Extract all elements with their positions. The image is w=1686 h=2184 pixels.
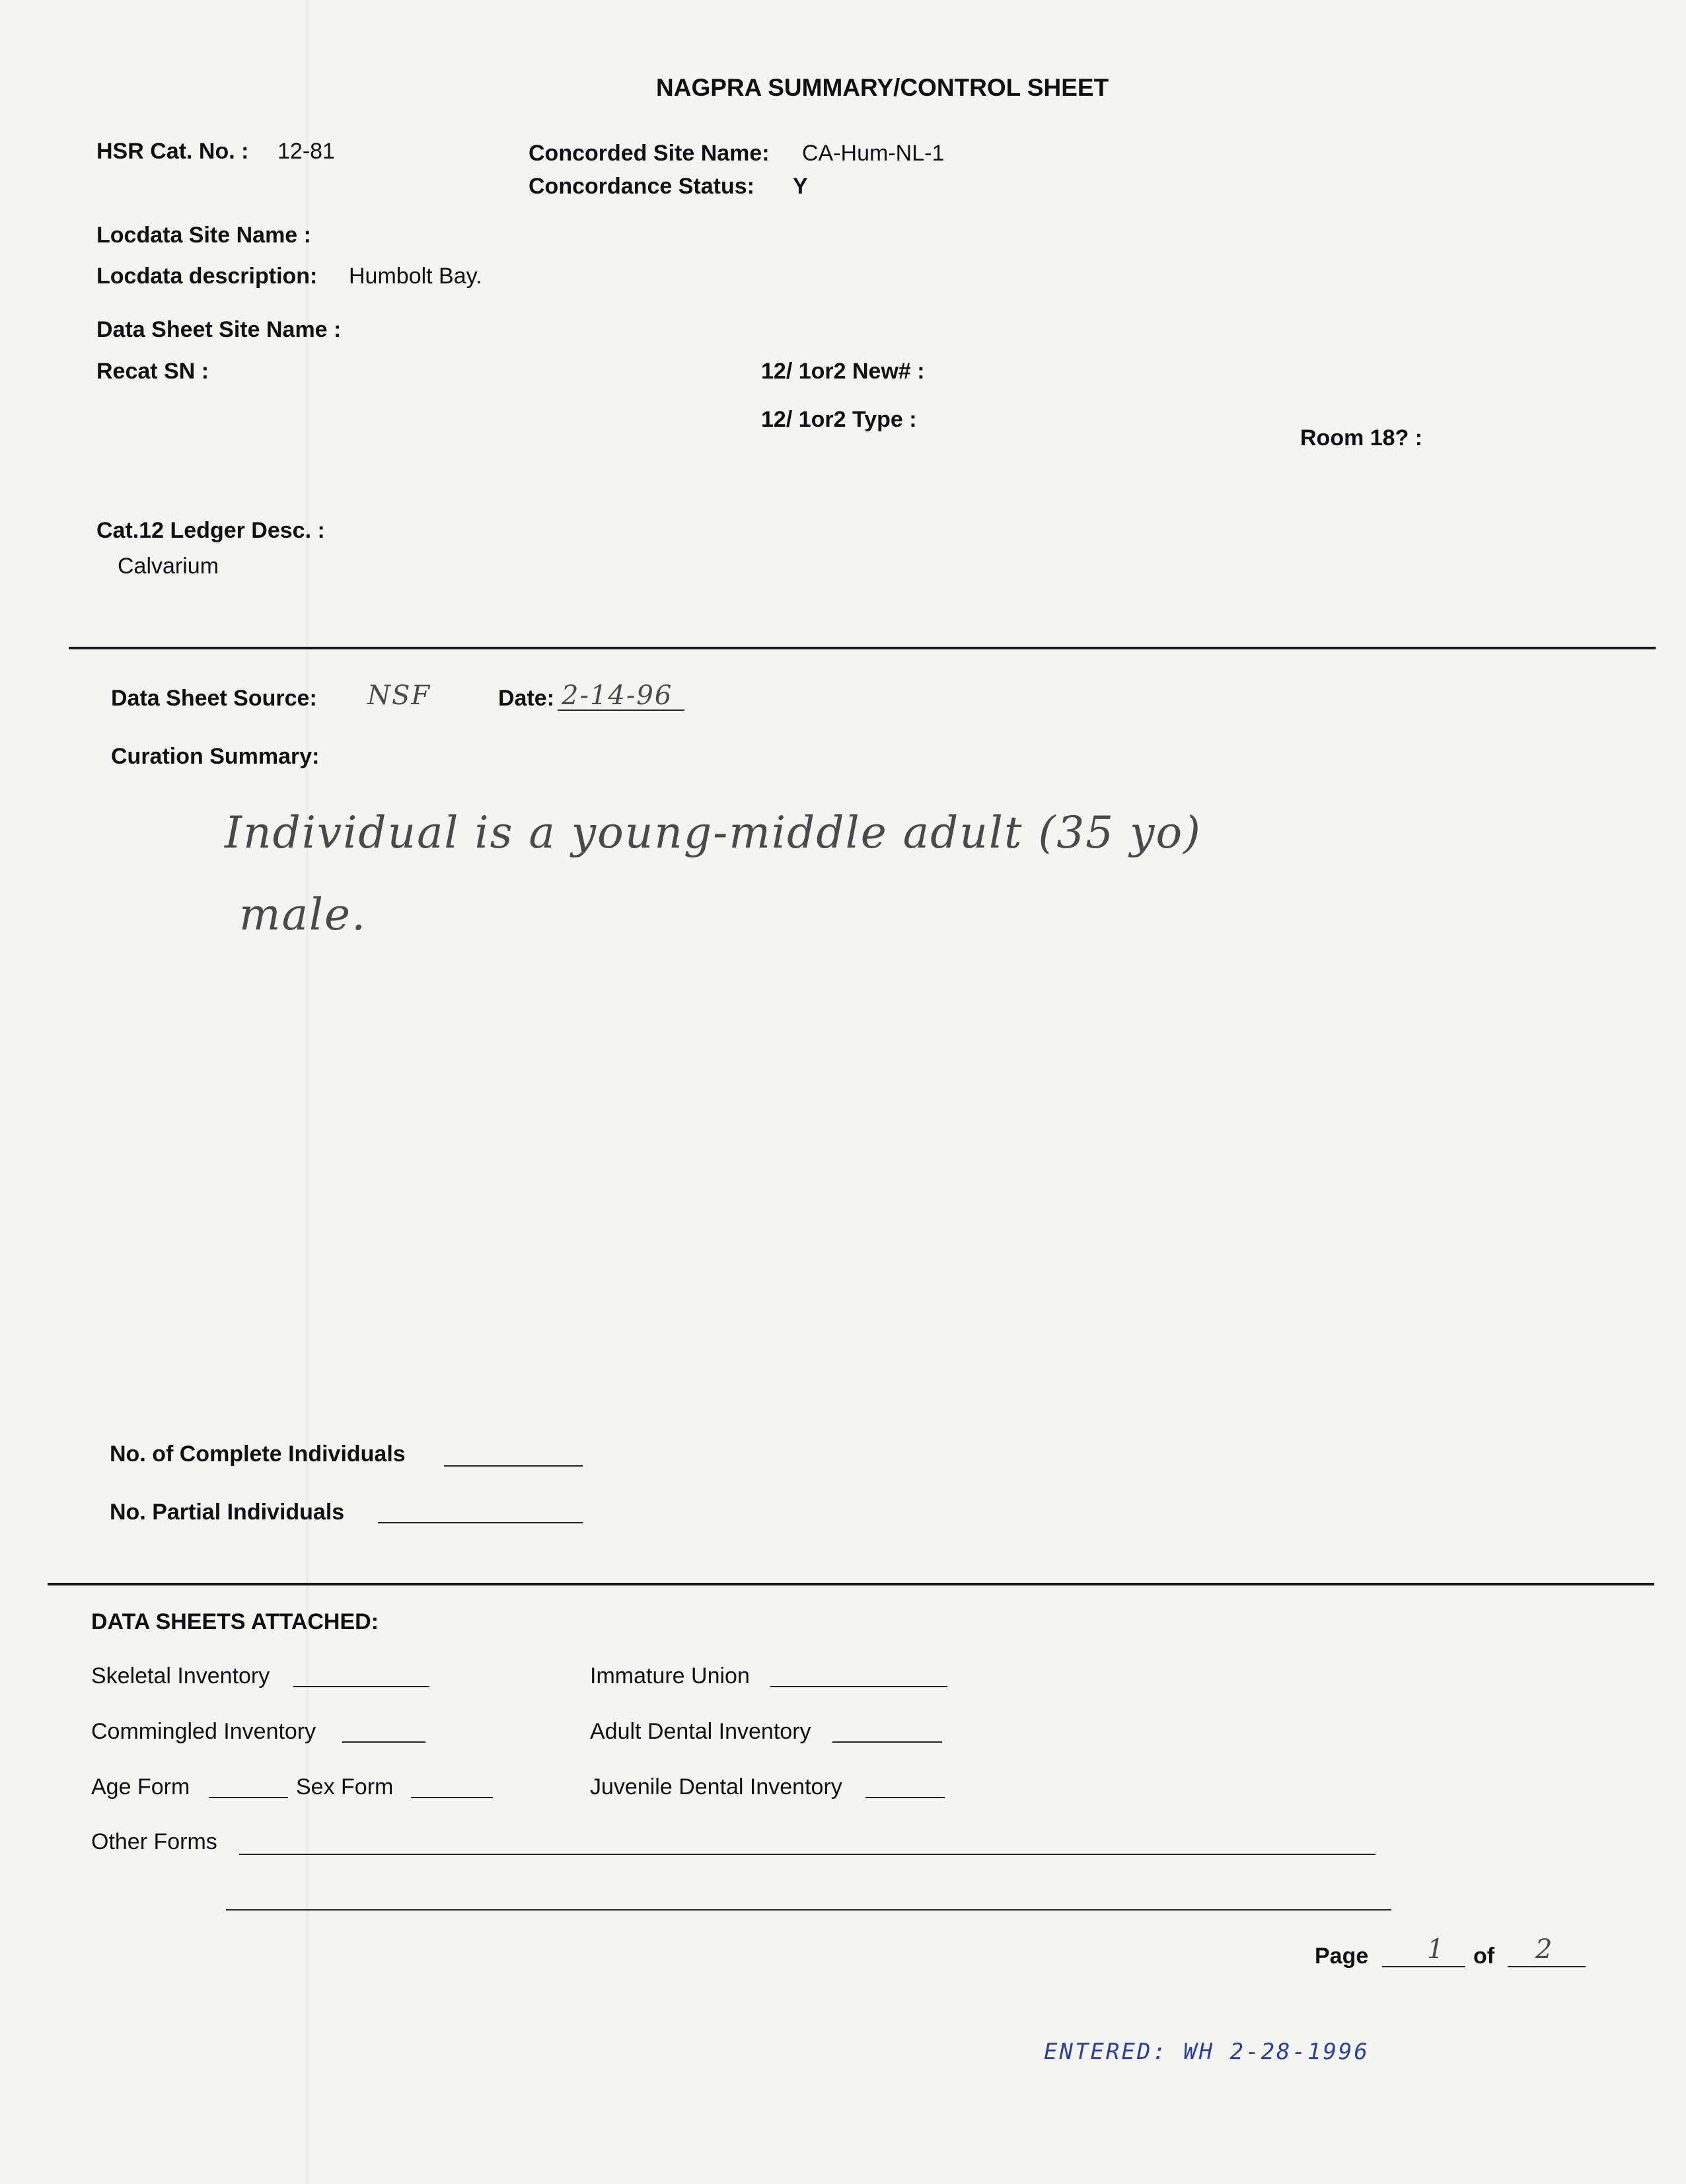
data-sheet-site-name-label: Data Sheet Site Name : (96, 317, 342, 342)
juvenile-dental-inventory-label: Juvenile Dental Inventory (590, 1774, 842, 1800)
sex-form-label: Sex Form (296, 1774, 394, 1800)
page-number-value: 1 (1427, 1934, 1446, 1965)
recat-sn-label: Recat SN : (96, 359, 209, 384)
locdata-site-name-label: Locdata Site Name : (96, 223, 311, 248)
immature-union-label: Immature Union (590, 1663, 750, 1689)
other-forms-blank-2[interactable] (226, 1909, 1391, 1911)
new-number-label: 12/ 1or2 New# : (761, 359, 925, 384)
of-label: of (1473, 1944, 1495, 1969)
date-label: Date: (498, 686, 555, 711)
section-divider-top (69, 647, 1656, 649)
ledger-desc-value: Calvarium (118, 554, 219, 579)
skeletal-inventory-blank[interactable] (293, 1686, 429, 1687)
date-value: 2-14-96 (562, 680, 673, 711)
sex-form-blank[interactable] (411, 1797, 493, 1798)
age-form-blank[interactable] (209, 1797, 288, 1798)
page-label: Page (1315, 1944, 1369, 1969)
ledger-desc-label: Cat.12 Ledger Desc. : (96, 518, 325, 543)
commingled-inventory-label: Commingled Inventory (91, 1719, 316, 1744)
page-total-underline (1508, 1966, 1586, 1967)
concorded-site-value: CA-Hum-NL-1 (802, 141, 945, 166)
date-underline (558, 710, 684, 711)
section-divider-bottom (48, 1583, 1654, 1585)
age-form-label: Age Form (91, 1774, 190, 1800)
adult-dental-inventory-blank[interactable] (832, 1741, 942, 1743)
hsr-cat-value: 12-81 (277, 139, 335, 164)
concordance-status-value: Y (793, 174, 808, 199)
data-sheet-source-label: Data Sheet Source: (111, 686, 317, 711)
locdata-description-value: Humbolt Bay. (349, 264, 482, 289)
room-18-label: Room 18? : (1300, 425, 1423, 451)
concordance-status-label: Concordance Status: (529, 174, 754, 199)
curation-summary-line-1: Individual is a young-middle adult (35 yo) (225, 807, 1202, 858)
data-sheet-source-value: NSF (367, 680, 431, 711)
hsr-cat-label: HSR Cat. No. : (96, 139, 249, 164)
entered-stamp: ENTERED: WH 2-28-1996 (1044, 2039, 1370, 2065)
curation-summary-label: Curation Summary: (111, 744, 320, 769)
other-forms-blank-1[interactable] (239, 1854, 1375, 1855)
partial-individuals-blank[interactable] (378, 1522, 583, 1523)
other-forms-label: Other Forms (91, 1829, 217, 1854)
form-title: NAGPRA SUMMARY/CONTROL SHEET (656, 74, 1109, 101)
juvenile-dental-inventory-blank[interactable] (865, 1797, 945, 1798)
curation-summary-line-2: male. (239, 889, 367, 940)
partial-individuals-label: No. Partial Individuals (110, 1500, 345, 1525)
adult-dental-inventory-label: Adult Dental Inventory (590, 1719, 811, 1744)
immature-union-blank[interactable] (770, 1686, 947, 1687)
concorded-site-label: Concorded Site Name: (529, 141, 770, 166)
skeletal-inventory-label: Skeletal Inventory (91, 1663, 270, 1689)
commingled-inventory-blank[interactable] (342, 1741, 425, 1743)
locdata-description-label: Locdata description: (96, 264, 318, 289)
data-sheets-attached-heading: DATA SHEETS ATTACHED: (91, 1609, 379, 1634)
type-label: 12/ 1or2 Type : (761, 407, 917, 432)
page-total-value: 2 (1535, 1934, 1554, 1965)
complete-individuals-blank[interactable] (444, 1465, 583, 1467)
page-number-underline (1382, 1966, 1465, 1967)
complete-individuals-label: No. of Complete Individuals (110, 1441, 406, 1467)
